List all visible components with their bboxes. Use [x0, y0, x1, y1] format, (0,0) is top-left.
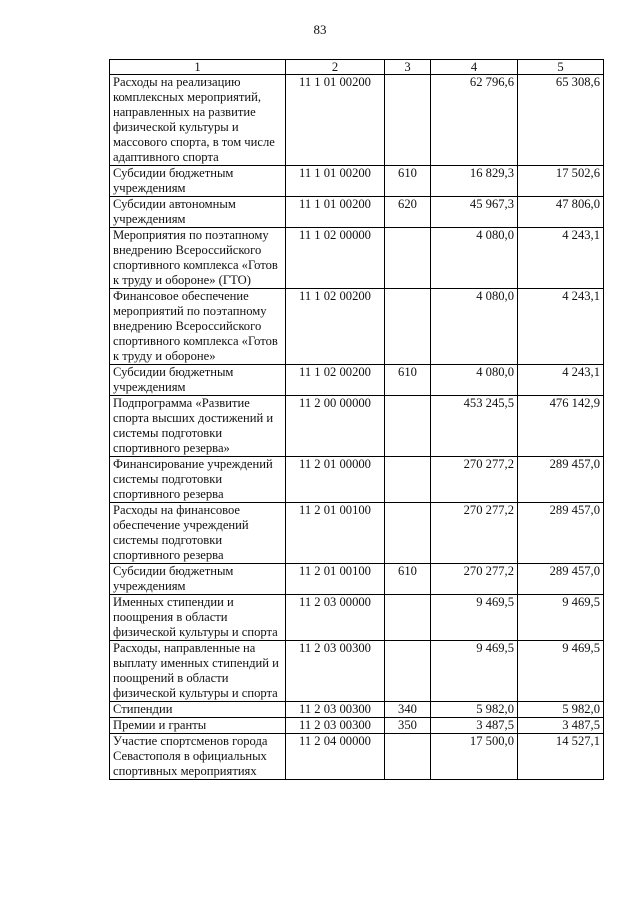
page-number: 83: [313, 22, 327, 37]
row-amount-year2-cell: 289 457,0: [518, 564, 604, 595]
table-row: [110, 75, 604, 166]
table-header-row: [110, 60, 604, 75]
row-expense-type-cell: [385, 75, 431, 166]
row-code-cell: 11 2 01 00100: [286, 564, 385, 595]
table-row: [110, 457, 604, 503]
header-cell-5: 5: [518, 60, 604, 75]
row-name-cell: Стипендии: [110, 702, 286, 718]
row-amount-year2-cell: 476 142,9: [518, 396, 604, 457]
row-amount-year2-cell: 9 469,5: [518, 641, 604, 702]
row-name-cell: Субсидии бюджетным учреждениям: [110, 564, 286, 595]
table-row: [110, 289, 604, 365]
row-name-cell: Расходы, направленные на выплату именных стипендий и поощрений в области физической культуры и спорта: [110, 641, 286, 702]
row-expense-type-cell: 610: [385, 365, 431, 396]
row-amount-year1-cell: 5 982,0: [431, 702, 518, 718]
table-row: [110, 641, 604, 702]
row-amount-year2-cell: 3 487,5: [518, 718, 604, 734]
row-name-cell: Субсидии бюджетным учреждениям: [110, 166, 286, 197]
row-expense-type-cell: 620: [385, 197, 431, 228]
row-name-cell: Участие спортсменов города Севастополя в официальных спортивных мероприятиях: [110, 734, 286, 780]
row-expense-type-cell: 350: [385, 718, 431, 734]
row-expense-type-cell: 610: [385, 166, 431, 197]
row-amount-year1-cell: 9 469,5: [431, 595, 518, 641]
row-name-cell: Субсидии автономным учреждениям: [110, 197, 286, 228]
row-expense-type-cell: [385, 396, 431, 457]
table-row: [110, 564, 604, 595]
table-row: [110, 503, 604, 564]
table-row: [110, 166, 604, 197]
row-code-cell: 11 2 01 00000: [286, 457, 385, 503]
row-amount-year1-cell: 16 829,3: [431, 166, 518, 197]
row-name-cell: Расходы на финансовое обеспечение учреждений системы подготовки спортивного резерва: [110, 503, 286, 564]
row-amount-year2-cell: 4 243,1: [518, 365, 604, 396]
table-row: [110, 718, 604, 734]
row-expense-type-cell: [385, 641, 431, 702]
row-code-cell: 11 1 02 00200: [286, 289, 385, 365]
row-amount-year1-cell: 270 277,2: [431, 457, 518, 503]
table-row: [110, 595, 604, 641]
table-body: [110, 75, 604, 780]
budget-table: [109, 59, 604, 780]
row-expense-type-cell: 340: [385, 702, 431, 718]
row-amount-year1-cell: 453 245,5: [431, 396, 518, 457]
row-amount-year2-cell: 17 502,6: [518, 166, 604, 197]
row-expense-type-cell: [385, 503, 431, 564]
row-amount-year2-cell: 4 243,1: [518, 289, 604, 365]
row-code-cell: 11 2 00 00000: [286, 396, 385, 457]
row-expense-type-cell: [385, 289, 431, 365]
row-amount-year2-cell: 289 457,0: [518, 503, 604, 564]
row-amount-year1-cell: 45 967,3: [431, 197, 518, 228]
header-cell-3: 3: [385, 60, 431, 75]
row-amount-year1-cell: 9 469,5: [431, 641, 518, 702]
row-code-cell: 11 2 03 00000: [286, 595, 385, 641]
row-code-cell: 11 2 01 00100: [286, 503, 385, 564]
row-code-cell: 11 1 01 00200: [286, 75, 385, 166]
table-row: [110, 365, 604, 396]
table-row: [110, 396, 604, 457]
header-cell-1: 1: [110, 60, 286, 75]
row-expense-type-cell: 610: [385, 564, 431, 595]
row-name-cell: Расходы на реализацию комплексных мероприятий, направленных на развитие физической культуры и массового спорта, в том числе адаптивного спорта: [110, 75, 286, 166]
row-amount-year2-cell: 14 527,1: [518, 734, 604, 780]
row-amount-year1-cell: 4 080,0: [431, 228, 518, 289]
row-amount-year2-cell: 5 982,0: [518, 702, 604, 718]
row-amount-year1-cell: 3 487,5: [431, 718, 518, 734]
row-name-cell: Мероприятия по поэтапному внедрению Всероссийского спортивного комплекса «Готов к труду и обороне» (ГТО): [110, 228, 286, 289]
row-name-cell: Финансовое обеспечение мероприятий по поэтапному внедрению Всероссийского спортивного комплекса «Готов к труду и обороне»: [110, 289, 286, 365]
row-code-cell: 11 1 02 00000: [286, 228, 385, 289]
table-row: [110, 197, 604, 228]
row-code-cell: 11 1 01 00200: [286, 197, 385, 228]
row-name-cell: Подпрограмма «Развитие спорта высших достижений и системы подготовки спортивного резерва»: [110, 396, 286, 457]
row-code-cell: 11 2 03 00300: [286, 718, 385, 734]
table-row: [110, 702, 604, 718]
row-amount-year2-cell: 9 469,5: [518, 595, 604, 641]
row-name-cell: Субсидии бюджетным учреждениям: [110, 365, 286, 396]
row-amount-year1-cell: 17 500,0: [431, 734, 518, 780]
row-code-cell: 11 2 04 00000: [286, 734, 385, 780]
table-row: [110, 228, 604, 289]
row-code-cell: 11 1 01 00200: [286, 166, 385, 197]
row-amount-year2-cell: 4 243,1: [518, 228, 604, 289]
row-amount-year1-cell: 62 796,6: [431, 75, 518, 166]
row-expense-type-cell: [385, 457, 431, 503]
row-code-cell: 11 2 03 00300: [286, 641, 385, 702]
row-code-cell: 11 1 02 00200: [286, 365, 385, 396]
row-amount-year1-cell: 4 080,0: [431, 365, 518, 396]
row-amount-year1-cell: 270 277,2: [431, 564, 518, 595]
row-expense-type-cell: [385, 595, 431, 641]
row-name-cell: Именных стипендии и поощрения в области физической культуры и спорта: [110, 595, 286, 641]
header-cell-2: 2: [286, 60, 385, 75]
row-amount-year1-cell: 4 080,0: [431, 289, 518, 365]
table-row: [110, 734, 604, 780]
row-expense-type-cell: [385, 734, 431, 780]
row-name-cell: Премии и гранты: [110, 718, 286, 734]
row-amount-year2-cell: 65 308,6: [518, 75, 604, 166]
row-amount-year1-cell: 270 277,2: [431, 503, 518, 564]
header-cell-4: 4: [431, 60, 518, 75]
row-amount-year2-cell: 47 806,0: [518, 197, 604, 228]
row-code-cell: 11 2 03 00300: [286, 702, 385, 718]
row-amount-year2-cell: 289 457,0: [518, 457, 604, 503]
row-name-cell: Финансирование учреждений системы подготовки спортивного резерва: [110, 457, 286, 503]
row-expense-type-cell: [385, 228, 431, 289]
